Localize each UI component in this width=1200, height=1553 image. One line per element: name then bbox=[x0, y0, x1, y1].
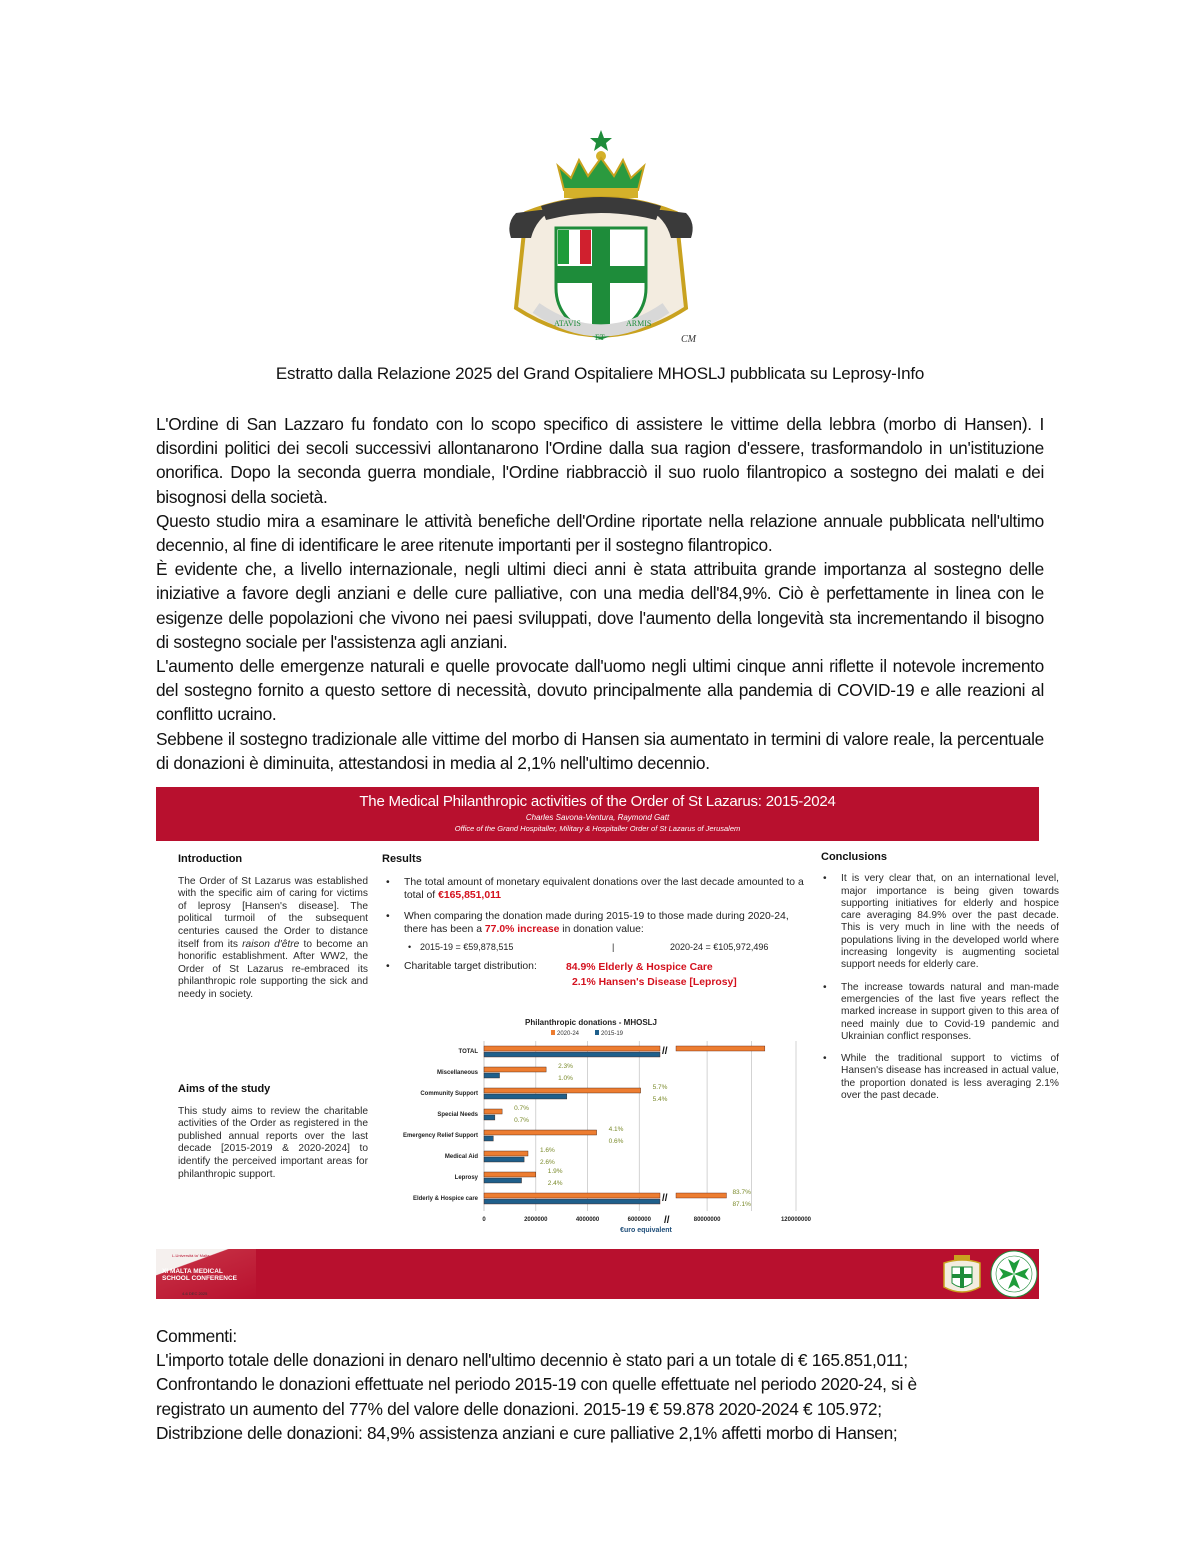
intro-text-part: to become an honorific establishment. After WW2, the Order of St Lazarus re-embraced its philanthropic role supporting the sick and needy in society. bbox=[178, 938, 368, 1000]
conference-title-line: XI MALTA MEDICAL bbox=[162, 1268, 223, 1275]
bar-2015-19 bbox=[484, 1199, 660, 1204]
lazarus-cross-logo-icon bbox=[990, 1250, 1038, 1298]
bar-2015-19 bbox=[484, 1094, 567, 1099]
period-comparison bbox=[382, 941, 812, 954]
bar-2020-24 bbox=[484, 1172, 536, 1177]
conclusion-item: • The increase towards natural and man-made emergencies of the last five years reflect the marked increase in support given to this area of need mainly due to Covid-19 pandemic and Ukrainian conflict responses. bbox=[821, 982, 1059, 1043]
axis-break-mark: // bbox=[662, 1046, 668, 1057]
data-label-2020-24: 5.7% bbox=[652, 1084, 668, 1091]
data-label-2015-19: 1.0% bbox=[558, 1075, 573, 1082]
crest-mark: CM bbox=[681, 334, 696, 345]
paragraph: Sebbene il sostegno tradizionale alle vittime del morbo di Hansen sia aumentato in termini di valore reale, la percentuale di donazioni è diminuita, attestandosi in media al 2,1% nell'ultimo decennio. bbox=[156, 728, 1044, 773]
results-item bbox=[382, 876, 812, 902]
bar-2020-24 bbox=[484, 1046, 660, 1051]
introduction-heading: Introduction bbox=[178, 853, 243, 865]
category-label: Leprosy bbox=[454, 1175, 478, 1181]
legend-swatch bbox=[595, 1030, 599, 1035]
results-text: in donation value: bbox=[559, 924, 644, 935]
comment-line: registrato un aumento del 77% del valore delle donazioni. 2015-19 € 59.878 2020-2024 € 105.972; bbox=[156, 1398, 882, 1419]
motto-left: ATAVIS bbox=[554, 319, 581, 328]
poster-header bbox=[156, 787, 1039, 841]
donations-bar-chart bbox=[376, 1015, 812, 1247]
category-label: Miscellaneous bbox=[436, 1070, 478, 1076]
intro-italic: raison d'être bbox=[242, 938, 300, 950]
comment-line: L'importo totale delle donazioni in denaro nell'ultimo decennio è stato pari a un totale di € 165.851,011; bbox=[156, 1350, 908, 1371]
poster-title: The Medical Philanthropic activities of the Order of St Lazarus: 2015-2024 bbox=[359, 793, 836, 810]
axis-break-mark: // bbox=[664, 1215, 670, 1226]
introduction-section bbox=[178, 853, 368, 1002]
data-label-2020-24: 2.3% bbox=[558, 1063, 573, 1070]
bar-2020-24 bbox=[484, 1193, 660, 1198]
x-tick-label: 4000000 bbox=[575, 1217, 600, 1223]
results-text: When comparing the donation made during 2015-19 to those made during 2020-24, there has been a bbox=[404, 911, 789, 935]
introduction-text bbox=[178, 876, 368, 1002]
comment-line: Confrontando le donazioni effettuate nel periodo 2015-19 con quelle effettuate nel periodo 2020-24, si è bbox=[156, 1374, 917, 1395]
motto-right: ARMIS bbox=[626, 319, 652, 328]
results-text: The total amount of monetary equivalent donations over the last decade amounted to a total of bbox=[404, 877, 804, 901]
data-label-2015-19: 87.1% bbox=[732, 1201, 751, 1208]
crown-icon bbox=[558, 158, 644, 190]
bar-2015-19 bbox=[484, 1115, 495, 1120]
comments-heading: Commenti: bbox=[156, 1326, 237, 1346]
comments-section bbox=[156, 1324, 1056, 1445]
bar-2020-24-continued bbox=[676, 1046, 765, 1051]
bar-2020-24 bbox=[484, 1109, 502, 1114]
legend-label: 2015-19 bbox=[601, 1031, 624, 1037]
poster-authors: Charles Savona-Ventura, Raymond Gatt bbox=[525, 813, 670, 822]
conclusion-item: • It is very clear that, on an international level, major importance is being given towards supporting initiatives for elderly and hospice care averaging 84.9% over the past decade. This is very much in line with the needs of populations living in the developed world where increasing longevity is augmenting societal support needs for elderly care. bbox=[821, 873, 1059, 971]
period-2020-24: 2020-24 = €105,972,496 bbox=[670, 942, 769, 952]
paragraph: Questo studio mira a esaminare le attività benefiche dell'Ordine riportate nella relazione annuale pubblicata nell'ultimo decennio, al fine di identificare le aree ritenute importanti per il sostegno filantropico. bbox=[156, 510, 1044, 556]
aims-text: This study aims to review the charitable activities of the Order as registered in the published annual reports over the last decade [2015-2019 & 2020-2024] to identify the perceived important areas for philanthropic support. bbox=[178, 1105, 368, 1180]
bar-2015-19 bbox=[484, 1178, 522, 1183]
axis-break-mark: // bbox=[662, 1193, 668, 1204]
category-label: Elderly & Hospice care bbox=[412, 1196, 478, 1202]
bar-2020-24 bbox=[484, 1151, 528, 1156]
data-label-2020-24: 0.7% bbox=[514, 1105, 529, 1112]
conclusions-section bbox=[821, 851, 1059, 1112]
conference-logo bbox=[156, 1249, 256, 1299]
chart-title: Philanthropic donations - MHOSLJ bbox=[525, 1018, 657, 1027]
bar-2015-19 bbox=[484, 1157, 524, 1162]
x-tick-label: 2000000 bbox=[524, 1217, 548, 1223]
x-tick-label: 6000000 bbox=[627, 1217, 651, 1223]
data-label-2015-19: 0.6% bbox=[608, 1138, 624, 1145]
motto-mid: ET bbox=[595, 333, 605, 342]
poster-office: Office of the Grand Hospitaller, Military & Hospitaller Order of St Lazarus of Jerusalem bbox=[454, 824, 741, 833]
aims-heading: Aims of the study bbox=[178, 1083, 271, 1095]
results-item bbox=[382, 960, 812, 988]
data-label-2020-24: 83.7% bbox=[732, 1189, 751, 1196]
bar-2015-19 bbox=[484, 1136, 493, 1141]
crest-star-icon bbox=[590, 130, 612, 151]
x-axis-title: €uro equivalent bbox=[620, 1227, 672, 1234]
bar-2020-24 bbox=[484, 1088, 641, 1093]
bar-2015-19 bbox=[484, 1052, 660, 1057]
document-caption: Estratto dalla Relazione 2025 del Grand Ospitaliere MHOSLJ pubblicata su Leprosy-Info bbox=[275, 364, 925, 383]
increase-value: 77.0% increase bbox=[484, 924, 560, 935]
paragraph: L'aumento delle emergenze naturali e quelle provocate dall'uomo negli ultimi cinque anni riflette il notevole incremento del sostegno fornito a questo settore di necessità, dovuto principalmente alla pandemia di COVID-19 e alle reazioni al conflitto ucraino. bbox=[156, 656, 1044, 725]
distribution-label: Charitable target distribution: bbox=[404, 961, 537, 972]
paragraph: L'Ordine di San Lazzaro fu fondato con lo scopo specifico di assistere le vittime della lebbra (morbo di Hansen). I disordini politici dei secoli successivi allontanarono l'Ordine dalla sua ragion d'essere, trasformandolo in un'istituzione onorifica. Dopo la seconda guerra mondiale, l'Ordine riabbracciò il suo ruolo filantropico a sostegno dei malati e dei bisognosi della società. bbox=[156, 414, 1044, 507]
x-tick-label: 80000000 bbox=[693, 1217, 721, 1223]
legend-swatch bbox=[551, 1030, 555, 1035]
results-item bbox=[382, 910, 812, 936]
conference-title-line: SCHOOL CONFERENCE bbox=[162, 1275, 237, 1282]
results-heading: Results bbox=[382, 853, 422, 865]
bar-2020-24-continued bbox=[676, 1193, 726, 1198]
data-label-2015-19: 0.7% bbox=[514, 1117, 529, 1124]
category-label: Special Needs bbox=[437, 1112, 478, 1118]
bar-2015-19 bbox=[484, 1073, 500, 1078]
data-label-2020-24: 1.9% bbox=[547, 1168, 563, 1175]
category-label: TOTAL bbox=[458, 1049, 478, 1055]
category-label: Medical Aid bbox=[444, 1154, 478, 1160]
conference-title bbox=[162, 1268, 237, 1282]
bar-2020-24 bbox=[484, 1130, 597, 1135]
data-label-2020-24: 1.6% bbox=[540, 1147, 555, 1154]
conclusion-item: • While the traditional support to victims of Hansen's disease has increased in actual value, the proportion donated is less averaging 2.1% over the past decade. bbox=[821, 1053, 1059, 1102]
data-label-2015-19: 2.4% bbox=[547, 1180, 563, 1187]
intro-text-part: The Order of St Lazarus was established with the specific aim of caring for victims of leprosy [Hansen's disease]. The political turmoil of the subsequent centuries caused the Order to distance itself from its bbox=[178, 875, 368, 950]
data-label-2015-19: 2.6% bbox=[540, 1159, 555, 1166]
results-section bbox=[382, 853, 812, 988]
order-coat-of-arms bbox=[486, 128, 716, 358]
category-label: Community Support bbox=[420, 1091, 478, 1097]
paragraph: È evidente che, a livello internazionale, negli ultimi dieci anni è stata attribuita grande importanza al sostegno delle iniziative a favore degli anziani e delle cure palliative, con una media dell'84,9%. Ciò è perfettamente in linea con le esigenze delle popolazioni che vivono nei paesi sviluppati, dove l'aumento della longevità sta incrementando il bisogno di sostegno sociale per l'assistenza agli anziani. bbox=[156, 559, 1044, 652]
aims-section bbox=[178, 1083, 368, 1181]
university-name: L-Università ta' Malta bbox=[172, 1253, 210, 1258]
total-value: €165,851,011 bbox=[438, 890, 502, 901]
conference-date: 4-6 DEC 2025 bbox=[182, 1291, 208, 1296]
distribution-elderly: 84.9% Elderly & Hospice Care bbox=[566, 962, 713, 973]
conclusions-heading: Conclusions bbox=[821, 851, 888, 863]
category-label: Emergency Relief Support bbox=[402, 1133, 478, 1139]
separator: | bbox=[612, 942, 615, 952]
poster-footer bbox=[156, 1249, 1039, 1299]
x-tick-label: 0 bbox=[482, 1217, 486, 1223]
data-label-2015-19: 5.4% bbox=[652, 1096, 668, 1103]
data-label-2020-24: 4.1% bbox=[608, 1126, 624, 1133]
body-text bbox=[156, 412, 1044, 775]
comment-line: Distribzione delle donazioni: 84,9% assistenza anziani e cure palliative 2,1% affetti morbo di Hansen; bbox=[156, 1422, 898, 1443]
distribution-leprosy: 2.1% Hansen's Disease [Leprosy] bbox=[572, 977, 737, 988]
poster bbox=[156, 787, 1059, 1299]
period-2015-19: 2015-19 = €59,878,515 bbox=[420, 942, 514, 952]
legend-label: 2020-24 bbox=[557, 1031, 580, 1037]
x-tick-label: 120000000 bbox=[780, 1217, 812, 1223]
order-crest-logo-icon bbox=[938, 1253, 986, 1297]
bar-2020-24 bbox=[484, 1067, 546, 1072]
